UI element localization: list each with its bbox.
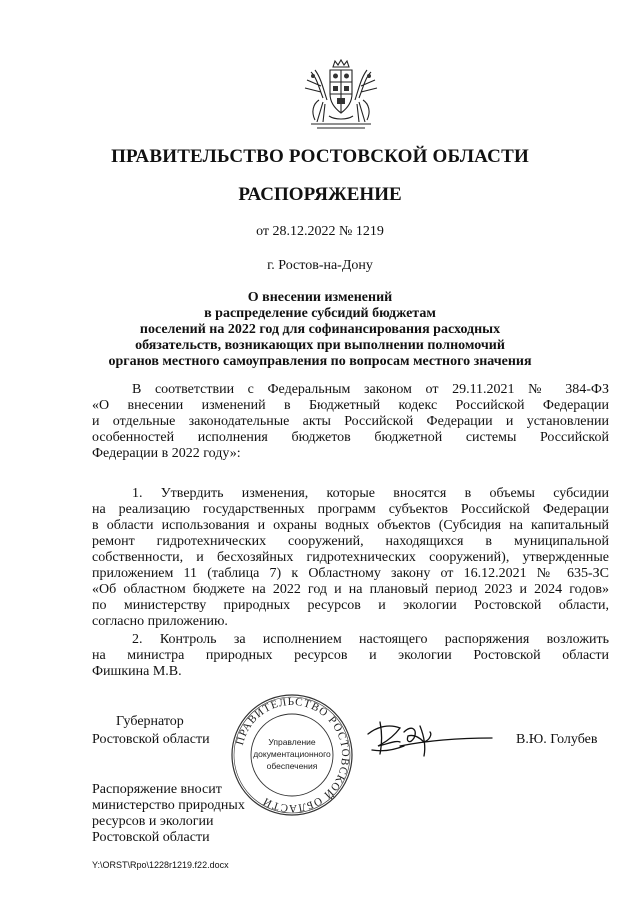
item-1-line: 1. Утвердить изменения, которые вносятся в объемы субсидии [132,486,609,501]
file-path-footer: Y:\ORST\Rpo\1228r1219.f22.docx [92,860,229,870]
preamble-line: и отдельные законодательные акты Российской Федерации и установлении [92,414,609,429]
document-city: г. Ростов-на-Дону [267,258,373,273]
item-1-paragraph [92,486,609,630]
item-1-line: собственности, и бесхозяйных гидротехнических сооружений), утвержденные [92,550,609,565]
submitter-line: министерство природных [92,798,245,813]
item-1-line: в области использования и охраны водных объектов (Субсидия на капитальный [92,518,609,533]
stamp-seal-icon [229,692,355,818]
svg-text:Управление: Управление [268,737,316,747]
subject-line: обязательств, возникающих при выполнении полномочий [135,338,505,353]
preamble-line: «О внесении изменений в Бюджетный кодекс Российской Федерации [92,398,609,413]
preamble-line: особенностей исполнения бюджетов бюджетной системы Российской [92,430,609,445]
preamble-line: Федерации в 2022 году»: [92,446,241,461]
document-number-date: от 28.12.2022 № 1219 [256,224,384,239]
item-2-line: Фишкина М.В. [92,664,182,679]
item-1-line: ремонт гидротехнических сооружений, находящихся в муниципальной [92,534,609,549]
signer-name: В.Ю. Голубев [516,732,598,747]
subject-line: О внесении изменений [247,290,393,305]
submitter-block [92,782,245,846]
signer-position-line2: Ростовской области [92,732,210,747]
item-1-line: по министерству природных ресурсов и экологии Ростовской области, [92,598,609,613]
item-2-line: 2. Контроль за исполнением настоящего распоряжения возложить [132,632,609,647]
submitter-line: Ростовской области [92,830,210,845]
preamble-line: В соответствии с Федеральным законом от 29.11.2021 № 384-ФЗ [132,382,609,397]
subject-line: поселений на 2022 год для софинансирования расходных [139,322,501,337]
submitter-line: ресурсов и экологии [92,814,214,829]
item-2-line: на министра природных ресурсов и экологии Ростовской области [92,648,609,663]
preamble-paragraph [92,382,609,462]
subject-line: органов местного самоуправления по вопросам местного значения [108,354,532,369]
svg-text:ПРАВИТЕЛЬСТВО РОСТОВСКОЙ ОБЛАС: ПРАВИТЕЛЬСТВО РОСТОВСКОЙ ОБЛАСТИ [234,695,352,815]
document-subject [0,290,640,370]
coat-of-arms-icon [299,58,383,130]
item-2-paragraph [92,632,609,680]
signer-position-line1: Губернатор [116,714,184,729]
svg-text:обеспечения: обеспечения [266,761,318,771]
official-stamp [229,692,355,818]
item-1-line: приложением 11 (таблица 7) к Областному закону от 16.12.2021 № 635-ЗС [92,566,609,581]
organization-title: ПРАВИТЕЛЬСТВО РОСТОВСКОЙ ОБЛАСТИ [111,146,529,167]
handwritten-signature-icon [360,712,500,770]
document-type: РАСПОРЯЖЕНИЕ [238,184,402,205]
item-1-line: согласно приложению. [92,614,228,629]
svg-text:документационного: документационного [253,749,331,759]
item-1-line: «Об областном бюджете на 2022 год и на плановый период 2023 и 2024 годов» [92,582,609,597]
submitter-line: Распоряжение вносит [92,782,222,797]
item-1-line: на реализацию государственных программ субъектов Российской Федерации [92,502,609,517]
subject-line: в распределение субсидий бюджетам [204,306,436,321]
